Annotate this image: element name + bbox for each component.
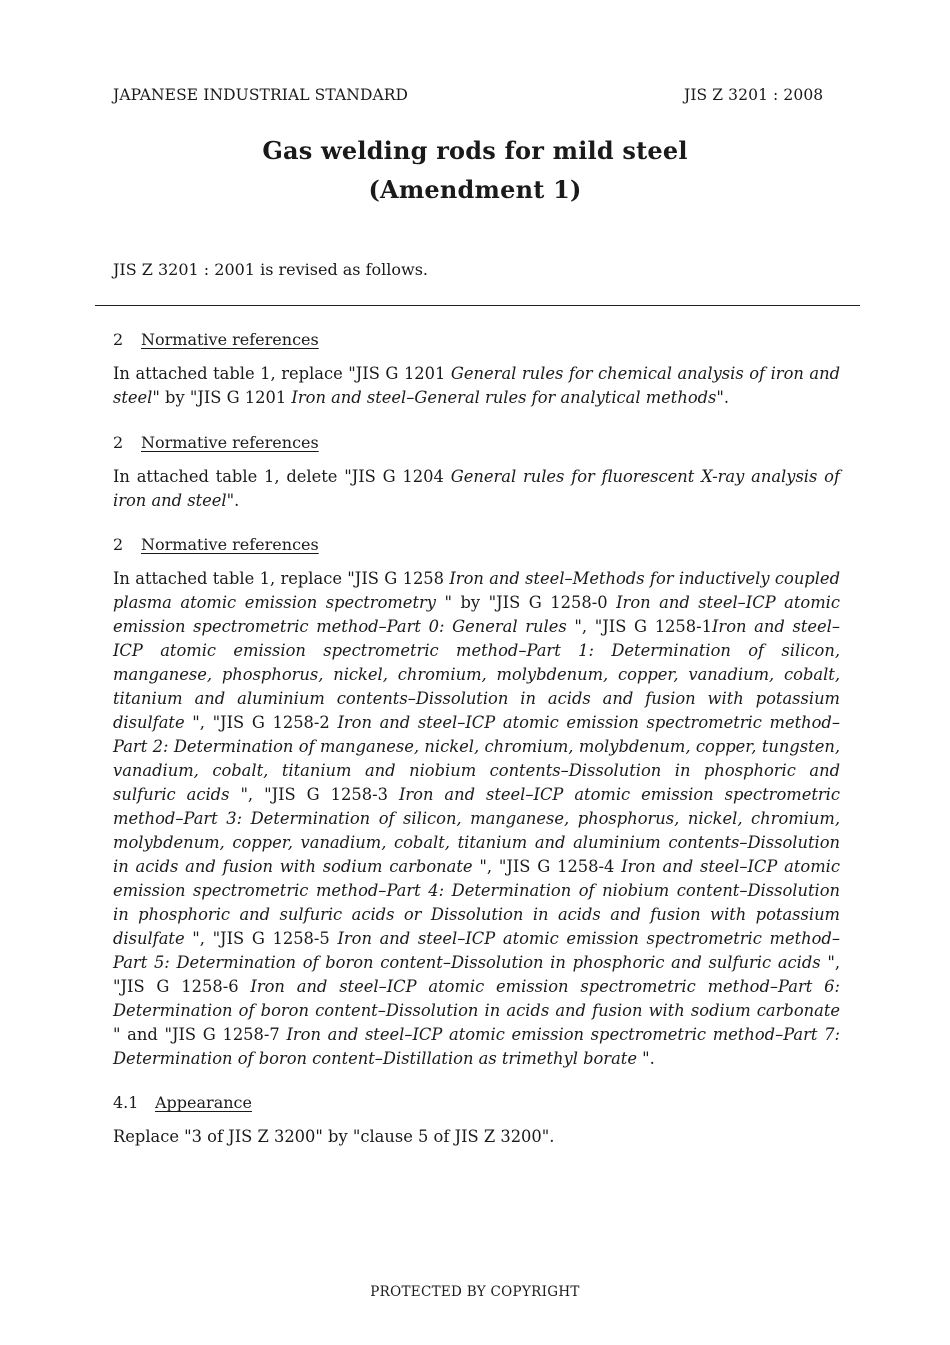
section-title: Normative references bbox=[141, 535, 319, 554]
document-subtitle: (Amendment 1) bbox=[368, 175, 582, 204]
header-standard-number: JIS Z 3201 : 2008 bbox=[684, 86, 824, 104]
section-number: 2 bbox=[113, 535, 124, 554]
section-paragraph: In attached table 1, replace "JIS G 1258 Iron and steel–Methods for inductively coupled plasma atomic emission spectrometry " by "JIS G 1258-0 Iron and steel–ICP atomic emission spectrometric method–Part 0: General rules ", "JIS G 1258-1Iron and steel–ICP atomic emission spectrometric method–Part 1: Determination of silicon, manganese, phosphorus, nickel, chromium, molybdenum, copper, vanadium, cobalt, titanium and aluminium contents–Dissolution in acids and fusion with potassium disulfate ", "JIS G 1258-2 Iron and steel–ICP atomic emission spectrometric method–Part 2: Determination of manganese, nickel, chromium, molybdenum, copper, tungsten, vanadium, cobalt, titanium and niobium contents–Dissolution in phosphoric and sulfuric acids ", "JIS G 1258-3 Iron and steel–ICP atomic emission spectrometric method–Part 3: Determination of silicon, manganese, phosphorus, nickel, chromium, molybdenum, copper, vanadium, cobalt, titanium and aluminium contents–Dissolution in acids and fusion with sodium carbonate ", "JIS G 1258-4 Iron and steel–ICP atomic emission spectrometric method–Part 4: Determination of niobium content–Dissolution in phosphoric and sulfuric acids or Dissolution in acids and fusion with potassium disulfate ", "JIS G 1258-5 Iron and steel–ICP atomic emission spectrometric method–Part 5: Determination of boron content–Dissolution in phosphoric and sulfuric acids ", "JIS G 1258-6 Iron and steel–ICP atomic emission spectrometric method–Part 6: Determination of boron content–Dissolution in acids and fusion with sodium carbonate " and "JIS G 1258-7 Iron and steel–ICP atomic emission spectrometric method–Part 7: Determination of boron content–Distillation as trimethyl borate ". bbox=[113, 569, 840, 1068]
copyright-footer: PROTECTED BY COPYRIGHT bbox=[370, 1284, 580, 1300]
section-title: Appearance bbox=[155, 1093, 252, 1112]
section-heading bbox=[113, 1093, 252, 1112]
section-heading bbox=[113, 433, 319, 452]
document-title: Gas welding rods for mild steel bbox=[262, 136, 688, 165]
section-paragraph: Replace "3 of JIS Z 3200" by "clause 5 of JIS Z 3200". bbox=[113, 1127, 555, 1146]
section-paragraph: In attached table 1, replace "JIS G 1201 General rules for chemical analysis of iron and steel" by "JIS G 1201 Iron and steel–General rules for analytical methods". bbox=[113, 364, 841, 407]
section-number: 2 bbox=[113, 330, 124, 349]
section-number: 4.1 bbox=[113, 1093, 139, 1112]
header-standard-name: JAPANESE INDUSTRIAL STANDARD bbox=[113, 86, 409, 104]
section-number: 2 bbox=[113, 433, 124, 452]
section-heading bbox=[113, 535, 319, 554]
section-heading bbox=[113, 330, 319, 349]
intro-statement: JIS Z 3201 : 2001 is revised as follows. bbox=[113, 260, 429, 279]
section-title: Normative references bbox=[141, 330, 319, 349]
divider-rule bbox=[95, 305, 860, 306]
section-paragraph: In attached table 1, delete "JIS G 1204 General rules for fluorescent X-ray analysis of iron and steel". bbox=[113, 467, 840, 510]
section-title: Normative references bbox=[141, 433, 319, 452]
